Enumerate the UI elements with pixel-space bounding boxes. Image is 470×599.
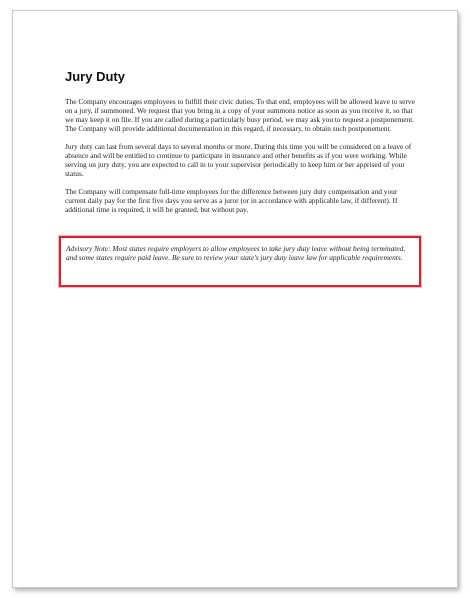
paragraph-2: Jury duty can last from several days to several months or more. During this time you will be considered on a leave of absence and will be entitled to continue to participate in insurance and other benefits as if you were working. While serving on jury duty, you are expected to call in to your supervisor periodically to keep him or her apprised of your status. [65,141,412,179]
document-page [12,10,458,588]
paragraph-3: The Company will compensate full-time employees for the difference between jury duty compensation and your current daily pay for the first five days you serve as a juror (or in accordance with applicable law, if different). If additional time is required, it will be granted, but without pay. [65,186,398,214]
advisory-note-box [59,236,421,287]
advisory-note-text: Advisory Note: Most states require employers to allow employees to take jury duty leave without being terminated, and some states require paid leave. Be sure to review your state's jury duty leave law for applicable requirements. [66,244,406,263]
document-body [65,69,415,223]
paragraph-1: The Company encourages employees to fulfill their civic duties. To that end, employees will be allowed leave to serve on a jury, if summoned. We request that you bring in a copy of your summons notice as soon as you receive it, so that we may keep it on file. If you are called during a particularly busy period, we may ask you to request a postponement. The Company will provide additional documentation in this regard, if necessary, to obtain such postponement. [65,97,415,134]
page-title: Jury Duty [65,69,125,84]
